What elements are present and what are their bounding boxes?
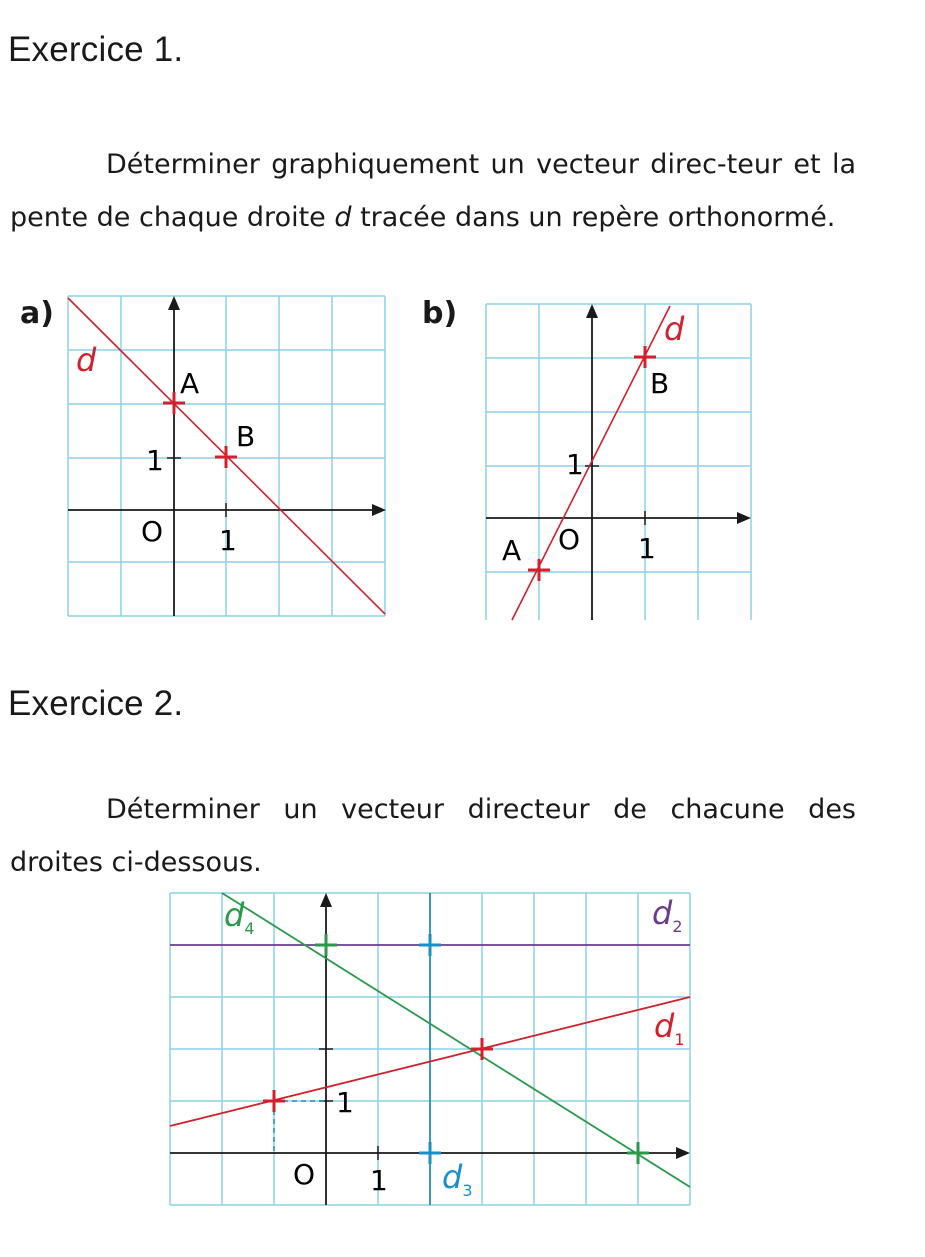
figure-b-label: b) [422,296,458,331]
figure-b-line-label: d [664,310,685,348]
figure-b-point-a-label: A [502,534,522,567]
figure-2-d4-label: $d_4$ [224,896,255,938]
figure-2-y-arrow [320,893,332,907]
figure-2-d1-label: $d_1$ [654,1007,685,1049]
statement-part-2: tracée dans un repère orthonormé. [351,202,836,233]
figure-b-point-b-label: B [650,367,670,400]
figure-a-origin-label: O [141,515,164,548]
figure-2-axes [170,902,682,1205]
figure-b-origin-label: O [558,523,581,556]
figure-a-label: a) [20,296,54,331]
figure-2-marker-d3-bottom [419,1142,441,1164]
figure-a-y-tick-label: 1 [146,444,164,477]
figure-a-point-b-label: B [236,420,256,453]
exercise-2-title: Exercice 2. [8,684,184,723]
figure-2-marker-d4-bottom [627,1142,649,1164]
figure-b-y-tick-label: 1 [566,448,584,481]
figure-2-x-tick-label: 1 [370,1164,388,1197]
figure-2-marker-d1-left [263,1090,285,1112]
figure-a-x-tick-label: 1 [219,524,237,557]
figure-2-line-d4 [222,893,690,1187]
figure-2-dashed-guide [274,1101,326,1153]
statement-line-name: d [334,202,352,233]
figure-2-d2-label: $d_2$ [652,894,683,936]
figure-2-marker-d3-top [419,934,441,956]
figure-2-origin-label: O [293,1158,316,1191]
figure-a-line-label: d [76,341,97,379]
figure-2-y-tick-label: 1 [336,1086,354,1119]
figure-2-marker-d1-right [471,1038,493,1060]
statement-2-text: Déterminer un vecteur directeur de chacune des droites ci-dessous. [10,794,856,878]
figure-2-x-arrow [676,1147,690,1159]
figure-b-x-tick-label: 1 [638,532,656,565]
figure-2-d3-label: $d_3$ [442,1158,473,1200]
statement-part-1: Déterminer graphiquement un vecteur direc-teur et la pente de chaque droite [10,149,856,233]
exercise-1-title: Exercice 1. [8,30,184,69]
figure-a-point-a-label: A [180,367,200,400]
